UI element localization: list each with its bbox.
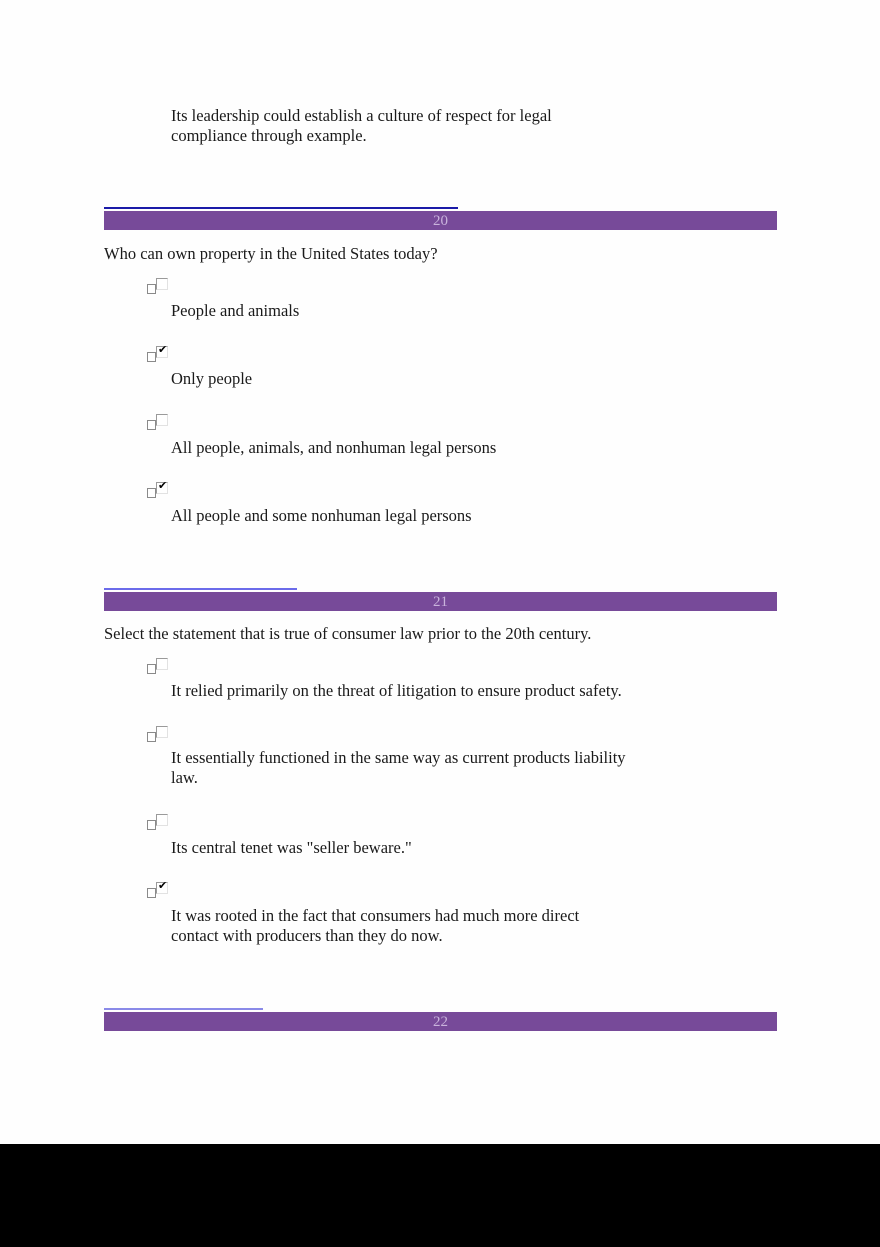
question-number: 20 <box>433 213 448 229</box>
checkbox-small-box <box>147 284 156 294</box>
option-label-line-1: It essentially functioned in the same way as current products liability <box>171 748 626 767</box>
previous-option-line-2: compliance through example. <box>171 126 367 145</box>
option-checkbox[interactable] <box>147 479 171 502</box>
option-label-line-2: contact with producers than they do now. <box>171 926 443 945</box>
question-21-header-bar <box>104 592 777 611</box>
option-checkbox[interactable] <box>147 343 171 366</box>
question-21-prompt: Select the statement that is true of consumer law prior to the 20th century. <box>104 624 592 643</box>
checkbox-empty-icon <box>156 726 168 738</box>
option-label: Its central tenet was "seller beware." <box>171 838 412 857</box>
checkmark-icon: ✔ <box>158 343 168 356</box>
checkbox-empty-icon <box>156 278 168 290</box>
question-22-progress-line <box>104 1008 263 1010</box>
option-label: Only people <box>171 369 253 388</box>
option-label: All people, animals, and nonhuman legal persons <box>171 438 497 457</box>
option-checkbox[interactable] <box>147 726 171 746</box>
option-checkbox[interactable] <box>147 879 171 902</box>
option-checkbox[interactable] <box>147 658 171 678</box>
question-20-progress-line <box>104 207 458 209</box>
checkbox-small-box <box>147 352 156 362</box>
question-20-header-bar <box>104 211 777 230</box>
option-checkbox[interactable] <box>147 278 171 298</box>
checkbox-empty-icon <box>156 658 168 670</box>
option-label-line-2: law. <box>171 768 198 787</box>
option-label: All people and some nonhuman legal persons <box>171 506 472 525</box>
option-checkbox[interactable] <box>147 814 171 834</box>
question-20-prompt: Who can own property in the United States today? <box>104 244 438 263</box>
checkbox-empty-icon <box>156 814 168 826</box>
question-22-header-bar <box>104 1012 777 1031</box>
checkbox-empty-icon <box>156 414 168 426</box>
checkbox-small-box <box>147 732 156 742</box>
checkbox-small-box <box>147 820 156 830</box>
checkbox-small-box <box>147 664 156 674</box>
option-label: People and animals <box>171 301 300 320</box>
option-label-line-1: It was rooted in the fact that consumers had much more direct <box>171 906 580 925</box>
previous-option-line-1: Its leadership could establish a culture of respect for legal <box>171 106 552 125</box>
option-label: It relied primarily on the threat of litigation to ensure product safety. <box>171 681 622 700</box>
checkbox-small-box <box>147 420 156 430</box>
option-checkbox[interactable] <box>147 414 171 434</box>
question-number: 22 <box>433 1014 448 1030</box>
question-21-progress-line <box>104 588 297 590</box>
checkmark-icon: ✔ <box>158 479 168 492</box>
checkmark-icon: ✔ <box>158 879 168 892</box>
question-number: 21 <box>433 594 448 610</box>
checkbox-small-box <box>147 888 156 898</box>
checkbox-small-box <box>147 488 156 498</box>
